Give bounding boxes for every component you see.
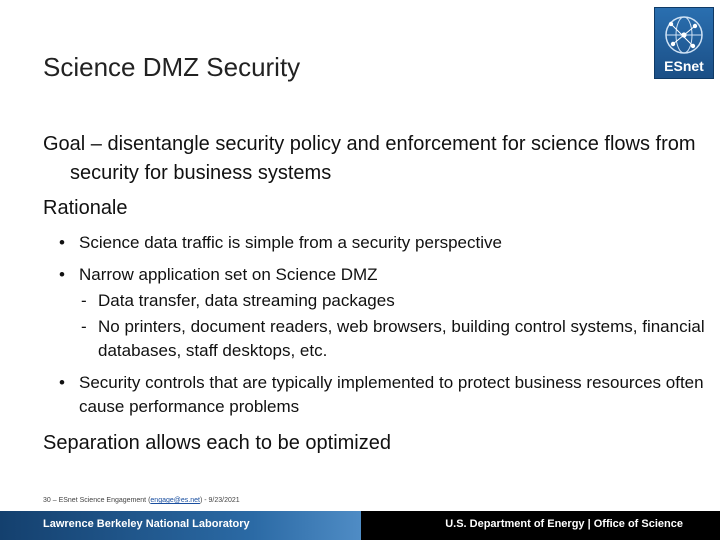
- email-link[interactable]: engage@es.net: [150, 497, 200, 504]
- rationale-heading: Rationale: [43, 197, 128, 219]
- globe-icon: [663, 14, 705, 56]
- footer-left: [0, 511, 361, 540]
- goal-text: Goal – disentangle security policy and enforcement for science flows from security for business systems: [43, 133, 696, 184]
- footer-lab-name: Lawrence Berkeley National Laboratory: [43, 518, 250, 530]
- esnet-logo: [654, 7, 714, 79]
- footer-right: [361, 511, 720, 540]
- bullet-item: • Security controls that are typically implemented to protect business resources often cause performance problems: [43, 371, 713, 419]
- footnote-prefix: 30 – ESnet Science Engagement (: [43, 497, 151, 504]
- sub-bullet-item: - Data transfer, data streaming packages: [43, 289, 713, 313]
- footnote-suffix: ) - 9/23/2021: [199, 497, 240, 504]
- slide-body: [43, 130, 713, 458]
- footnote: [43, 497, 240, 504]
- bullet-item: • Science data traffic is simple from a security perspective: [43, 231, 713, 255]
- logo-text: ESnet: [664, 58, 704, 74]
- footer-doe: U.S. Department of Energy | Office of Science: [445, 518, 683, 530]
- conclusion-text: Separation allows each to be optimized: [43, 432, 391, 454]
- slide-title: Science DMZ Security: [43, 52, 301, 82]
- sub-bullet-item: - No printers, document readers, web browsers, building control systems, financial databases, staff desktops, etc.: [43, 315, 713, 363]
- bullet-item: • Narrow application set on Science DMZ: [43, 263, 713, 287]
